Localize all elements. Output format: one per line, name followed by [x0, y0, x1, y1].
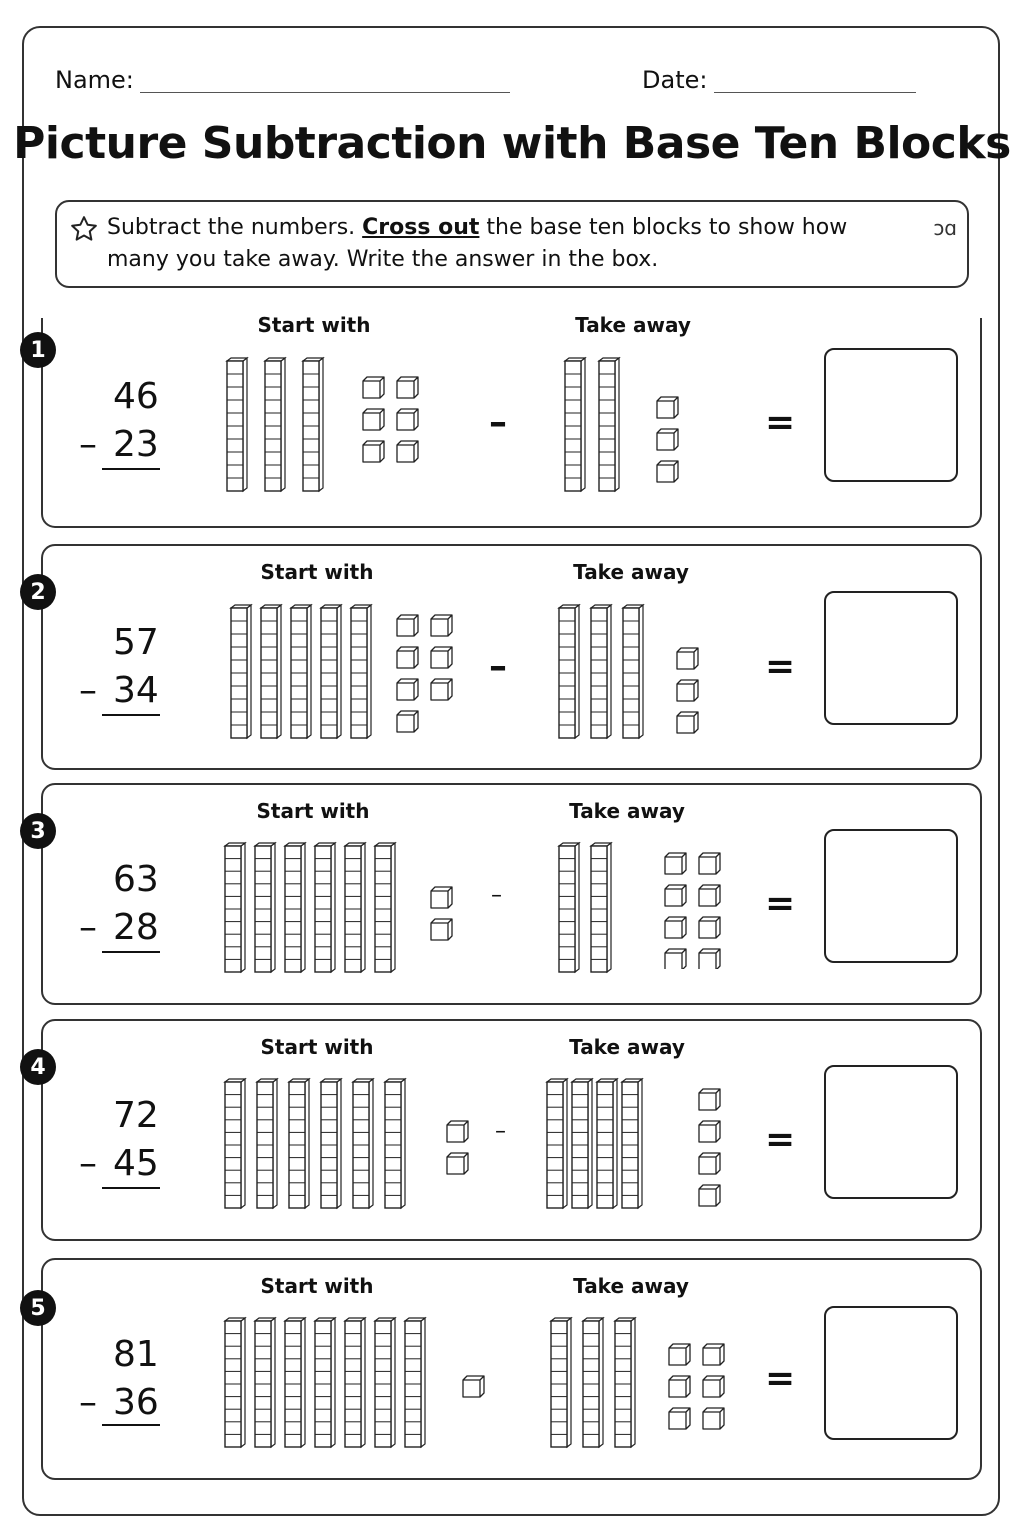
- minuend: 72: [113, 1095, 159, 1136]
- problem-underline: [102, 468, 160, 470]
- one-cube[interactable]: [363, 377, 384, 398]
- ten-rod[interactable]: [351, 605, 371, 738]
- ten-rod[interactable]: [321, 1079, 341, 1208]
- ten-rod[interactable]: [257, 1079, 277, 1208]
- ten-rod[interactable]: [303, 358, 323, 491]
- one-cube[interactable]: [669, 1408, 690, 1429]
- take-blocks-3: [557, 841, 617, 977]
- start-ones-4: [445, 1117, 475, 1179]
- problem-card-1: [30, 313, 982, 528]
- one-cube[interactable]: [669, 1376, 690, 1397]
- problem-card-3: [30, 783, 982, 1005]
- ten-rod[interactable]: [623, 605, 643, 738]
- take-away-label: Take away: [569, 799, 685, 823]
- one-cube[interactable]: [665, 853, 686, 874]
- start-blocks-1: [225, 356, 345, 496]
- ten-rod[interactable]: [225, 1079, 245, 1208]
- one-cube[interactable]: [363, 409, 384, 430]
- problem-number-badge: 5: [20, 1290, 56, 1326]
- minus-sign: –: [79, 670, 97, 711]
- ten-rod[interactable]: [345, 1318, 365, 1447]
- problem-number-badge: 1: [20, 332, 56, 368]
- take-away-label: Take away: [575, 313, 691, 337]
- ten-rod[interactable]: [345, 843, 365, 972]
- ten-rod[interactable]: [622, 1079, 642, 1208]
- take-ones-2: [675, 644, 715, 736]
- one-cube[interactable]: [699, 885, 720, 906]
- one-cube[interactable]: [699, 917, 720, 938]
- minus-sign: –: [79, 907, 97, 948]
- problem-underline: [102, 1187, 160, 1189]
- one-cube[interactable]: [657, 397, 678, 418]
- equals-sign: =: [765, 646, 796, 687]
- one-cube[interactable]: [431, 647, 452, 668]
- ten-rod[interactable]: [321, 605, 341, 738]
- take-blocks-4: [545, 1077, 655, 1213]
- problem-underline: [102, 1424, 160, 1426]
- take-blocks-5: [549, 1316, 639, 1452]
- ten-rod[interactable]: [572, 1079, 592, 1208]
- start-with-label: Start with: [260, 1035, 374, 1059]
- answer-box[interactable]: [824, 829, 958, 963]
- problem-number-badge: 3: [20, 813, 56, 849]
- ten-rod[interactable]: [265, 358, 285, 491]
- take-blocks-2: [557, 603, 647, 743]
- one-cube[interactable]: [397, 615, 418, 636]
- one-cube[interactable]: [699, 1185, 720, 1206]
- instructions-part1: Subtract the numbers.: [107, 215, 363, 240]
- answer-box[interactable]: [824, 1065, 958, 1199]
- problem-card-4: [30, 1019, 982, 1241]
- ten-rod[interactable]: [285, 843, 305, 972]
- start-ones-3: [429, 883, 459, 945]
- ten-rod[interactable]: [231, 605, 251, 738]
- star-icon: [69, 214, 99, 244]
- scribble-mark: ɔɑ: [933, 216, 957, 240]
- one-cube[interactable]: [703, 1408, 724, 1429]
- equals-sign: =: [765, 1119, 796, 1160]
- minuend: 57: [113, 622, 159, 663]
- equals-sign: =: [765, 883, 796, 924]
- answer-box[interactable]: [824, 348, 958, 482]
- start-blocks-5: [223, 1316, 433, 1452]
- ten-rod[interactable]: [291, 605, 311, 738]
- start-ones-5: [461, 1372, 491, 1404]
- minus-sign: –: [79, 1382, 97, 1423]
- ten-rod[interactable]: [353, 1079, 373, 1208]
- subtrahend: 36: [113, 1382, 159, 1423]
- take-ones-4: [697, 1085, 727, 1209]
- one-cube[interactable]: [699, 1089, 720, 1110]
- ten-rod[interactable]: [559, 843, 579, 972]
- start-ones-1: [361, 373, 441, 483]
- operation-minus: –: [489, 402, 507, 443]
- instructions-text: [107, 212, 907, 276]
- ten-rod[interactable]: [375, 1318, 395, 1447]
- problem-number-badge: 2: [20, 574, 56, 610]
- minuend: 63: [113, 859, 159, 900]
- minuend: 46: [113, 376, 159, 417]
- one-cube[interactable]: [665, 917, 686, 938]
- take-blocks-1: [563, 356, 633, 496]
- ten-rod[interactable]: [559, 605, 579, 738]
- take-away-label: Take away: [569, 1035, 685, 1059]
- page-title: Picture Subtraction with Base Ten Blocks: [13, 118, 1011, 169]
- problem-card-5: [30, 1258, 982, 1480]
- minuend: 81: [113, 1334, 159, 1375]
- subtrahend: 23: [113, 424, 159, 465]
- take-away-label: Take away: [573, 560, 689, 584]
- ten-rod[interactable]: [547, 1079, 567, 1208]
- subtrahend: 34: [113, 670, 159, 711]
- subtrahend: 28: [113, 907, 159, 948]
- name-label: Name:: [55, 66, 134, 94]
- equals-sign: =: [765, 1358, 796, 1399]
- minus-sign: –: [79, 1143, 97, 1184]
- one-cube[interactable]: [699, 853, 720, 874]
- one-cube[interactable]: [677, 680, 698, 701]
- ten-rod[interactable]: [255, 1318, 275, 1447]
- one-cube[interactable]: [699, 949, 720, 969]
- answer-box[interactable]: [824, 1306, 958, 1440]
- ten-rod[interactable]: [315, 843, 335, 972]
- subtrahend: 45: [113, 1143, 159, 1184]
- start-blocks-4: [223, 1077, 413, 1213]
- instructions-emphasis: Cross out: [362, 215, 480, 240]
- one-cube[interactable]: [447, 1153, 468, 1174]
- name-line[interactable]: [140, 92, 510, 93]
- ten-rod[interactable]: [615, 1318, 635, 1447]
- ten-rod[interactable]: [261, 605, 281, 738]
- ten-rod[interactable]: [315, 1318, 335, 1447]
- answer-box[interactable]: [824, 591, 958, 725]
- one-cube[interactable]: [397, 679, 418, 700]
- ten-rod[interactable]: [285, 1318, 305, 1447]
- one-cube[interactable]: [699, 1121, 720, 1142]
- ten-rod[interactable]: [225, 1318, 245, 1447]
- take-ones-3: [663, 849, 727, 969]
- start-with-label: Start with: [260, 1274, 374, 1298]
- instructions-part2: the base ten blocks to show how many you take away. Write the answer in the box.: [107, 215, 848, 272]
- one-cube[interactable]: [431, 615, 452, 636]
- start-blocks-2: [229, 603, 379, 743]
- date-line[interactable]: [714, 92, 916, 93]
- one-cube[interactable]: [363, 441, 384, 462]
- problem-underline: [102, 951, 160, 953]
- one-cube[interactable]: [463, 1376, 484, 1397]
- one-cube[interactable]: [699, 1153, 720, 1174]
- one-cube[interactable]: [657, 429, 678, 450]
- one-cube[interactable]: [657, 461, 678, 482]
- ten-rod[interactable]: [597, 1079, 617, 1208]
- ten-rod[interactable]: [591, 605, 611, 738]
- ten-rod[interactable]: [599, 358, 619, 491]
- take-away-label: Take away: [573, 1274, 689, 1298]
- operation-minus: –: [495, 1119, 506, 1144]
- one-cube[interactable]: [703, 1344, 724, 1365]
- equals-sign: =: [765, 402, 796, 443]
- instructions-box: [55, 200, 969, 288]
- one-cube[interactable]: [431, 919, 452, 940]
- start-with-label: Start with: [257, 313, 371, 337]
- ten-rod[interactable]: [385, 1079, 405, 1208]
- start-ones-2: [395, 611, 465, 736]
- start-blocks-3: [223, 841, 403, 977]
- ten-rod[interactable]: [375, 843, 395, 972]
- one-cube[interactable]: [397, 377, 418, 398]
- one-cube[interactable]: [431, 887, 452, 908]
- take-ones-5: [667, 1340, 731, 1436]
- ten-rod[interactable]: [227, 358, 247, 491]
- one-cube[interactable]: [677, 712, 698, 733]
- ten-rod[interactable]: [551, 1318, 571, 1447]
- one-cube[interactable]: [447, 1121, 468, 1142]
- start-with-label: Start with: [260, 560, 374, 584]
- one-cube[interactable]: [397, 441, 418, 462]
- one-cube[interactable]: [665, 885, 686, 906]
- ten-rod[interactable]: [225, 843, 245, 972]
- one-cube[interactable]: [665, 949, 686, 969]
- take-ones-1: [655, 393, 695, 493]
- operation-minus: –: [489, 646, 507, 687]
- one-cube[interactable]: [677, 648, 698, 669]
- one-cube[interactable]: [703, 1376, 724, 1397]
- one-cube[interactable]: [669, 1344, 690, 1365]
- one-cube[interactable]: [397, 711, 418, 732]
- ten-rod[interactable]: [255, 843, 275, 972]
- problem-underline: [102, 714, 160, 716]
- ten-rod[interactable]: [405, 1318, 425, 1447]
- one-cube[interactable]: [397, 409, 418, 430]
- minus-sign: –: [79, 424, 97, 465]
- ten-rod[interactable]: [583, 1318, 603, 1447]
- ten-rod[interactable]: [591, 843, 611, 972]
- ten-rod[interactable]: [289, 1079, 309, 1208]
- problem-number-badge: 4: [20, 1049, 56, 1085]
- start-with-label: Start with: [256, 799, 370, 823]
- one-cube[interactable]: [397, 647, 418, 668]
- operation-minus: –: [491, 883, 502, 908]
- one-cube[interactable]: [431, 679, 452, 700]
- date-label: Date:: [642, 66, 708, 94]
- problem-card-2: [30, 544, 982, 770]
- ten-rod[interactable]: [565, 358, 585, 491]
